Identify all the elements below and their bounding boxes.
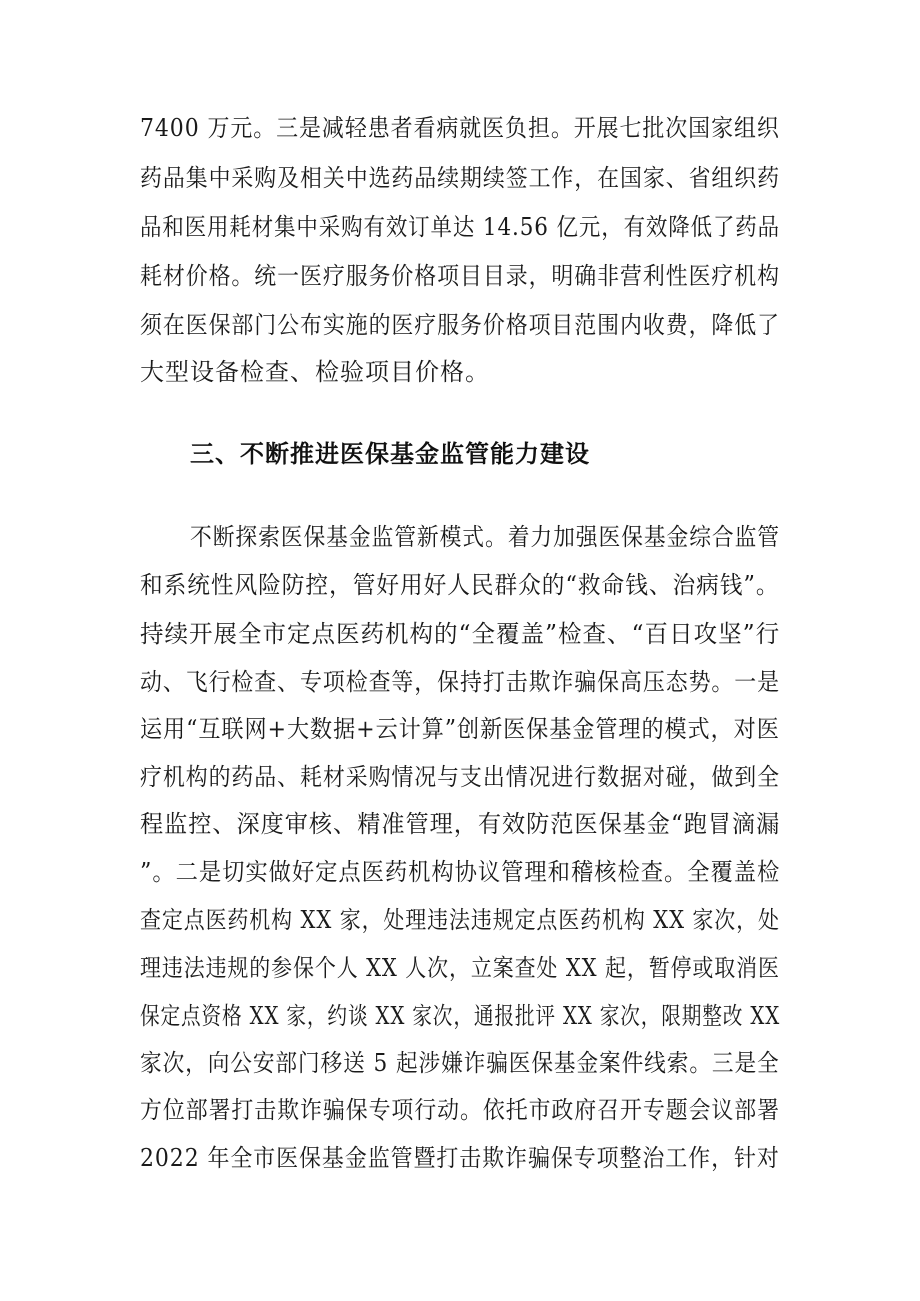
section-heading: 三、不断推进医保基金监管能力建设 bbox=[190, 440, 590, 468]
paragraph-line: 方位部署打击欺诈骗保专项行动。依托市政府召开专题会议部署 bbox=[140, 1096, 781, 1124]
paragraph-line: 保定点资格 XX 家，约谈 XX 家次，通报批评 XX 家次，限期整改 XX bbox=[140, 1002, 781, 1030]
paragraph-line: 家次，向公安部门移送 5 起涉嫌诈骗医保基金案件线索。三是全 bbox=[140, 1049, 780, 1077]
paragraph-line: 不断探索医保基金监管新模式。着力加强医保基金综合监管 bbox=[190, 523, 781, 551]
paragraph-line: 程监控、深度审核、精准管理，有效防范医保基金“跑冒滴漏 bbox=[140, 810, 781, 838]
paragraph-line: 动、飞行检查、专项检查等，保持打击欺诈骗保高压态势。一是 bbox=[140, 668, 781, 696]
paragraph-line: 2022 年全市医保基金监管暨打击欺诈骗保专项整治工作，针对 bbox=[140, 1144, 780, 1172]
paragraph-line: 药品集中采购及相关中选药品续期续签工作，在国家、省组织药 bbox=[140, 164, 781, 192]
paragraph-line: 耗材价格。统一医疗服务价格项目目录，明确非营利性医疗机构 bbox=[140, 262, 781, 290]
paragraph-line: 品和医用耗材集中采购有效订单达 14.56 亿元，有效降低了药品 bbox=[140, 213, 781, 241]
paragraph-line: 7400 万元。三是减轻患者看病就医负担。开展七批次国家组织 bbox=[140, 114, 780, 142]
paragraph-line: ”。二是切实做好定点医药机构协议管理和稽核检查。全覆盖检 bbox=[140, 858, 781, 886]
paragraph-line: 运用“互联网+大数据+云计算”创新医保基金管理的模式，对医 bbox=[140, 715, 780, 743]
paragraph-line: 理违法违规的参保个人 XX 人次，立案查处 XX 起，暂停或取消医 bbox=[140, 954, 780, 982]
paragraph-line: 持续开展全市定点医药机构的“全覆盖”检查、“百日攻坚”行 bbox=[140, 620, 781, 648]
paragraph-line: 须在医保部门公布实施的医疗服务价格项目范围内收费，降低了 bbox=[140, 311, 781, 339]
paragraph-line: 疗机构的药品、耗材采购情况与支出情况进行数据对碰，做到全 bbox=[140, 763, 781, 791]
paragraph-line: 查定点医药机构 XX 家，处理违法违规定点医药机构 XX 家次，处 bbox=[140, 906, 780, 934]
paragraph-line: 大型设备检查、检验项目价格。 bbox=[140, 358, 490, 386]
paragraph-line: 和系统性风险防控，管好用好人民群众的“救命钱、治病钱”。 bbox=[140, 571, 780, 599]
